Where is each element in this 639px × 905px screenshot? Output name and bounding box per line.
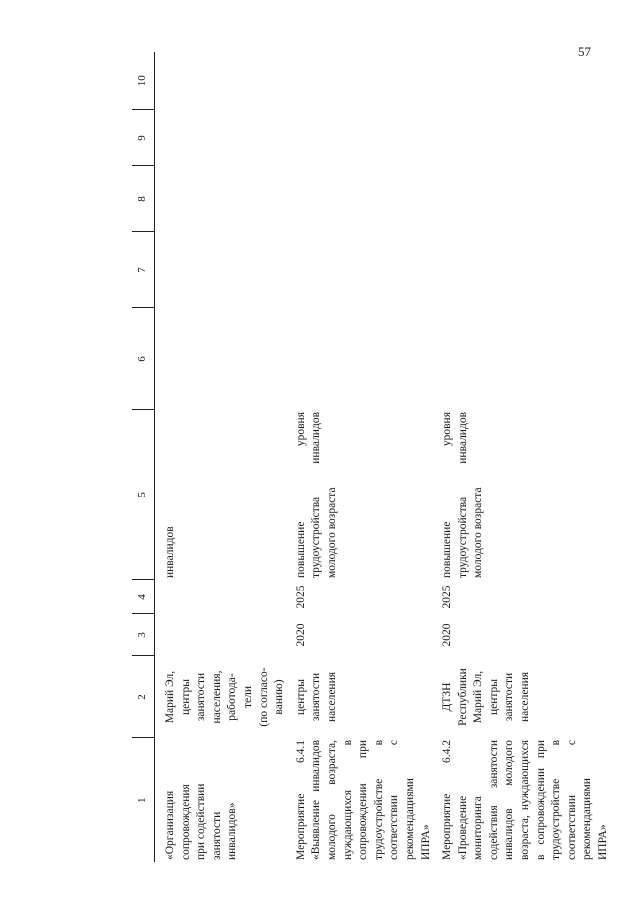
expected-result-cell	[434, 410, 612, 580]
column-header-9: 9	[132, 110, 155, 166]
table-row	[434, 52, 612, 862]
executor-cell	[434, 656, 612, 738]
expected-result-cell	[155, 410, 288, 580]
table-cell-10	[434, 52, 612, 110]
executor-cell	[155, 656, 288, 738]
table-row	[288, 52, 434, 862]
column-header-10: 10	[132, 52, 155, 110]
start-year-cell	[288, 614, 434, 656]
start-year-cell	[155, 614, 288, 656]
measure-name: Мероприятие 6.4.2 «Проведение мониторинга содействия занятости инвалидов молодого возраста, нуждающихся в сопровождении при трудоустройстве в соответствии с рекомендациями ИПРА»	[441, 740, 610, 860]
table-cell-10	[288, 52, 434, 110]
expected-result: повышение уровня трудоустройства инвалидов молодого возраста	[294, 412, 338, 578]
column-header-5: 5	[132, 410, 155, 580]
start-year: 2020	[294, 623, 307, 647]
table-cell-7	[434, 232, 612, 308]
column-header-3: 3	[132, 614, 155, 656]
column-header-2: 2	[132, 656, 155, 738]
end-year-cell	[288, 580, 434, 614]
table-cell-7	[288, 232, 434, 308]
measure-name-cell	[155, 738, 288, 862]
table-cell-6	[434, 308, 612, 410]
page-number: 57	[578, 44, 591, 59]
measure-name-cell	[434, 738, 612, 862]
executor: Марий Эл, центры занятости населения, работода- тели (по согласо- ванию)	[164, 667, 286, 727]
table-cell-7	[155, 232, 288, 308]
executor: ДТЗН Республики Марий Эл, центры занятости населения	[441, 668, 532, 726]
expected-result-cell	[288, 410, 434, 580]
table-row	[155, 52, 288, 862]
column-header-6: 6	[132, 308, 155, 410]
header-row	[132, 52, 155, 862]
end-year: 2025	[441, 585, 454, 609]
executor: центры занятости населения	[294, 671, 338, 723]
table-cell-8	[288, 166, 434, 232]
start-year: 2020	[441, 623, 454, 647]
table-cell-6	[288, 308, 434, 410]
measure-name-cell	[288, 738, 434, 862]
end-year: 2025	[294, 585, 307, 609]
start-year-cell	[434, 614, 612, 656]
column-header-4: 4	[132, 580, 155, 614]
table-cell-9	[434, 110, 612, 166]
end-year-cell	[434, 580, 612, 614]
table-cell-9	[288, 110, 434, 166]
table-cell-9	[155, 110, 288, 166]
measure-name: «Организация сопровождения при содействии занятости инвалидов»	[164, 783, 239, 860]
table-cell-10	[155, 52, 288, 110]
column-header-7: 7	[132, 232, 155, 308]
column-header-8: 8	[132, 166, 155, 232]
table-cell-6	[155, 308, 288, 410]
expected-result: повышение уровня трудоустройства инвалидов молодого возраста	[441, 412, 485, 578]
table-cell-8	[434, 166, 612, 232]
measure-name: Мероприятие 6.4.1 «Выявление инвалидов молодого возраста, нуждающихся в сопровождении при трудоустройстве в соответствии с рекомендациями ИПРА»	[294, 740, 432, 860]
measures-table	[132, 52, 612, 862]
executor-cell	[288, 656, 434, 738]
end-year-cell	[155, 580, 288, 614]
expected-result: инвалидов	[164, 526, 176, 578]
column-header-1: 1	[132, 738, 155, 862]
table-cell-8	[155, 166, 288, 232]
